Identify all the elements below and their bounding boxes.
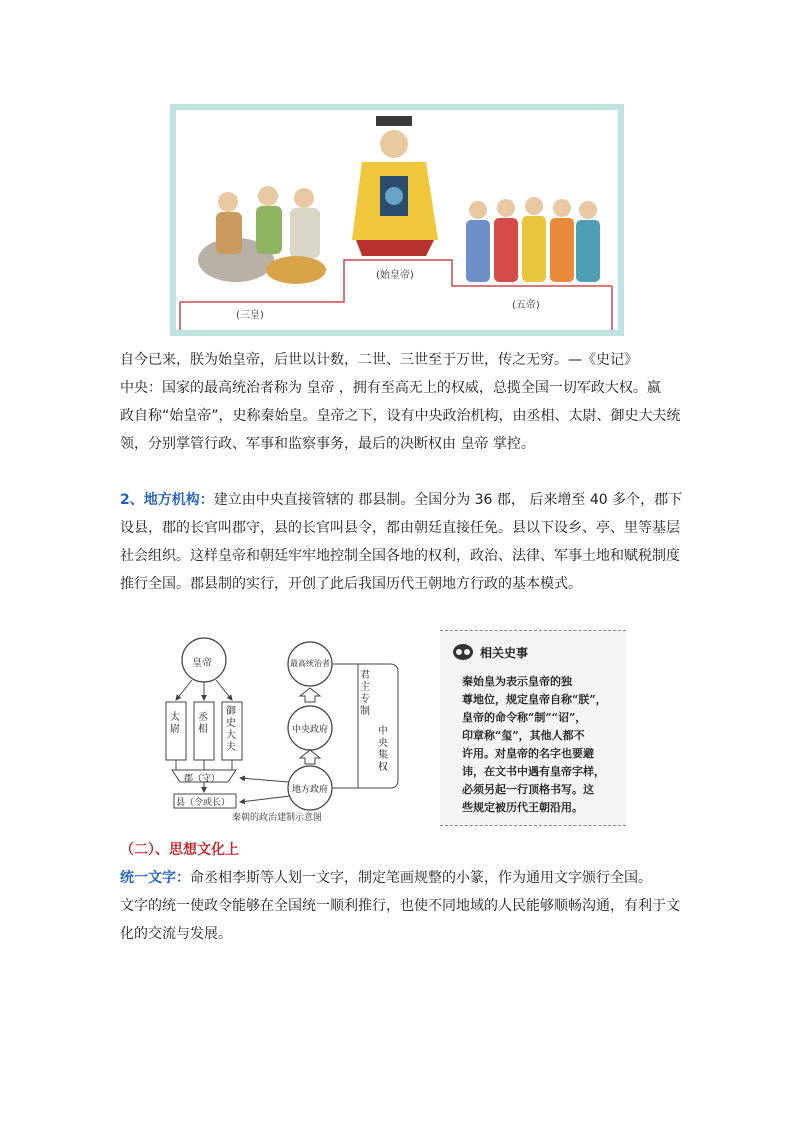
related-history-box: [440, 630, 626, 826]
diagram-central-gov: 中央政府: [292, 725, 329, 735]
related-line-4: 印章称“玺”，其他人都不: [462, 729, 585, 742]
diagram-jun: 郡（守）: [184, 774, 221, 784]
diagram-emperor: 皇帝: [192, 658, 212, 669]
local-line-3: 社会组织。这样皇帝和朝廷牢牢地控制全国各地的权利，政治、法律、军事土地和赋税制度: [120, 548, 680, 564]
diagram-supreme: 最高统治者: [290, 659, 330, 668]
related-line-5: 许用。对皇帝的名字也要避: [462, 747, 594, 760]
diagram-taiwei: 太尉: [170, 712, 180, 735]
effect-line-1: 文字的统一使政令能够在全国统一顺利推行，也使不同地域的人民能够顺畅沟通，有利于文: [120, 898, 680, 914]
qin-political-diagram: [162, 630, 430, 826]
first-emperor-figure: [352, 116, 438, 256]
local-line-1: [120, 486, 683, 514]
local-line-4: 推行全国。郡县制的实行，开创了此后我国历代王朝地方行政的基本模式。: [120, 576, 582, 592]
related-line-7: 必须另起一行顶格书写。这: [462, 783, 594, 796]
central-line-2: 政自称“始皇帝”，史称秦始皇。皇帝之下，设有中央政治机构，由丞相、太尉、御史大夫统: [120, 408, 681, 424]
five-emperors-figures: [466, 197, 600, 282]
related-history-header: [452, 643, 528, 661]
emperor-illustration-art: [176, 110, 618, 330]
first-emperor-label: (始皇帝): [376, 270, 414, 281]
diagram-local-gov: 地方政府: [292, 785, 329, 795]
local-line-2: 设县，郡的长官叫郡守，县的长官叫县令，都由朝廷直接任免。县以下设乡、亭、里等基层: [120, 520, 680, 536]
five-emperors-label: (五帝): [512, 300, 540, 311]
effect-line-2: 化的交流与发展。: [120, 926, 232, 942]
related-line-8: 些规定被历代王朝沿用。: [462, 801, 583, 814]
culture-section: [120, 836, 680, 948]
diagram-xian: 县（令或长）: [176, 798, 231, 808]
book-icon: [452, 643, 474, 661]
central-line-3: 领，分别掌管行政、军事和监察事务，最后的决断权由 皇帝 掌控。: [120, 436, 535, 452]
related-line-3: 皇帝的命令称“制”“诏”，: [462, 711, 587, 724]
diagram-centralization: 中央集权: [378, 726, 388, 773]
three-sovereigns-label: (三皇): [236, 310, 264, 321]
related-line-6: 讳，在文书中遇有皇帝字样，: [462, 765, 605, 778]
diagram-autocracy: 君主专制: [360, 670, 370, 717]
central-line-1: 中央：国家的最高统治者称为 皇帝 ，拥有至高无上的权威，总揽全国一切军政大权。嬴: [120, 380, 661, 396]
quote-line: 自今已来，朕为始皇帝，后世以计数，二世、三世至于万世，传之无穷。—《史记》: [120, 352, 638, 368]
diagram-chengxiang: 丞相: [198, 712, 208, 735]
central-section: [120, 346, 680, 458]
related-history-title: 相关史事: [480, 645, 529, 660]
related-history-text: [462, 673, 618, 817]
unify-label: 统一文字：: [120, 870, 190, 886]
related-line-2: 尊地位，规定皇帝自称“朕”，: [462, 693, 607, 706]
diagram-yushi: 御史大夫: [226, 706, 236, 753]
related-line-1: 秦始皇为表示皇帝的独: [462, 675, 572, 688]
local-line-1-text: 建立由中央直接管辖的 郡县制。全国分为 36 郡， 后来增至 40 多个，郡下: [213, 492, 683, 508]
emperor-illustration: [170, 104, 624, 336]
local-heading: 2、地方机构：: [120, 492, 214, 508]
culture-heading: （二）、思想文化上: [120, 842, 239, 858]
three-sovereigns-figures: [198, 186, 326, 284]
unify-text: 命丞相李斯等人划一文字，制定笔画规整的小篆，作为通用文字颁行全国。: [190, 870, 652, 886]
unify-line: [120, 864, 680, 892]
local-section: [120, 486, 683, 598]
diagram-caption: 秦朝的政治建制示意图: [232, 813, 323, 823]
